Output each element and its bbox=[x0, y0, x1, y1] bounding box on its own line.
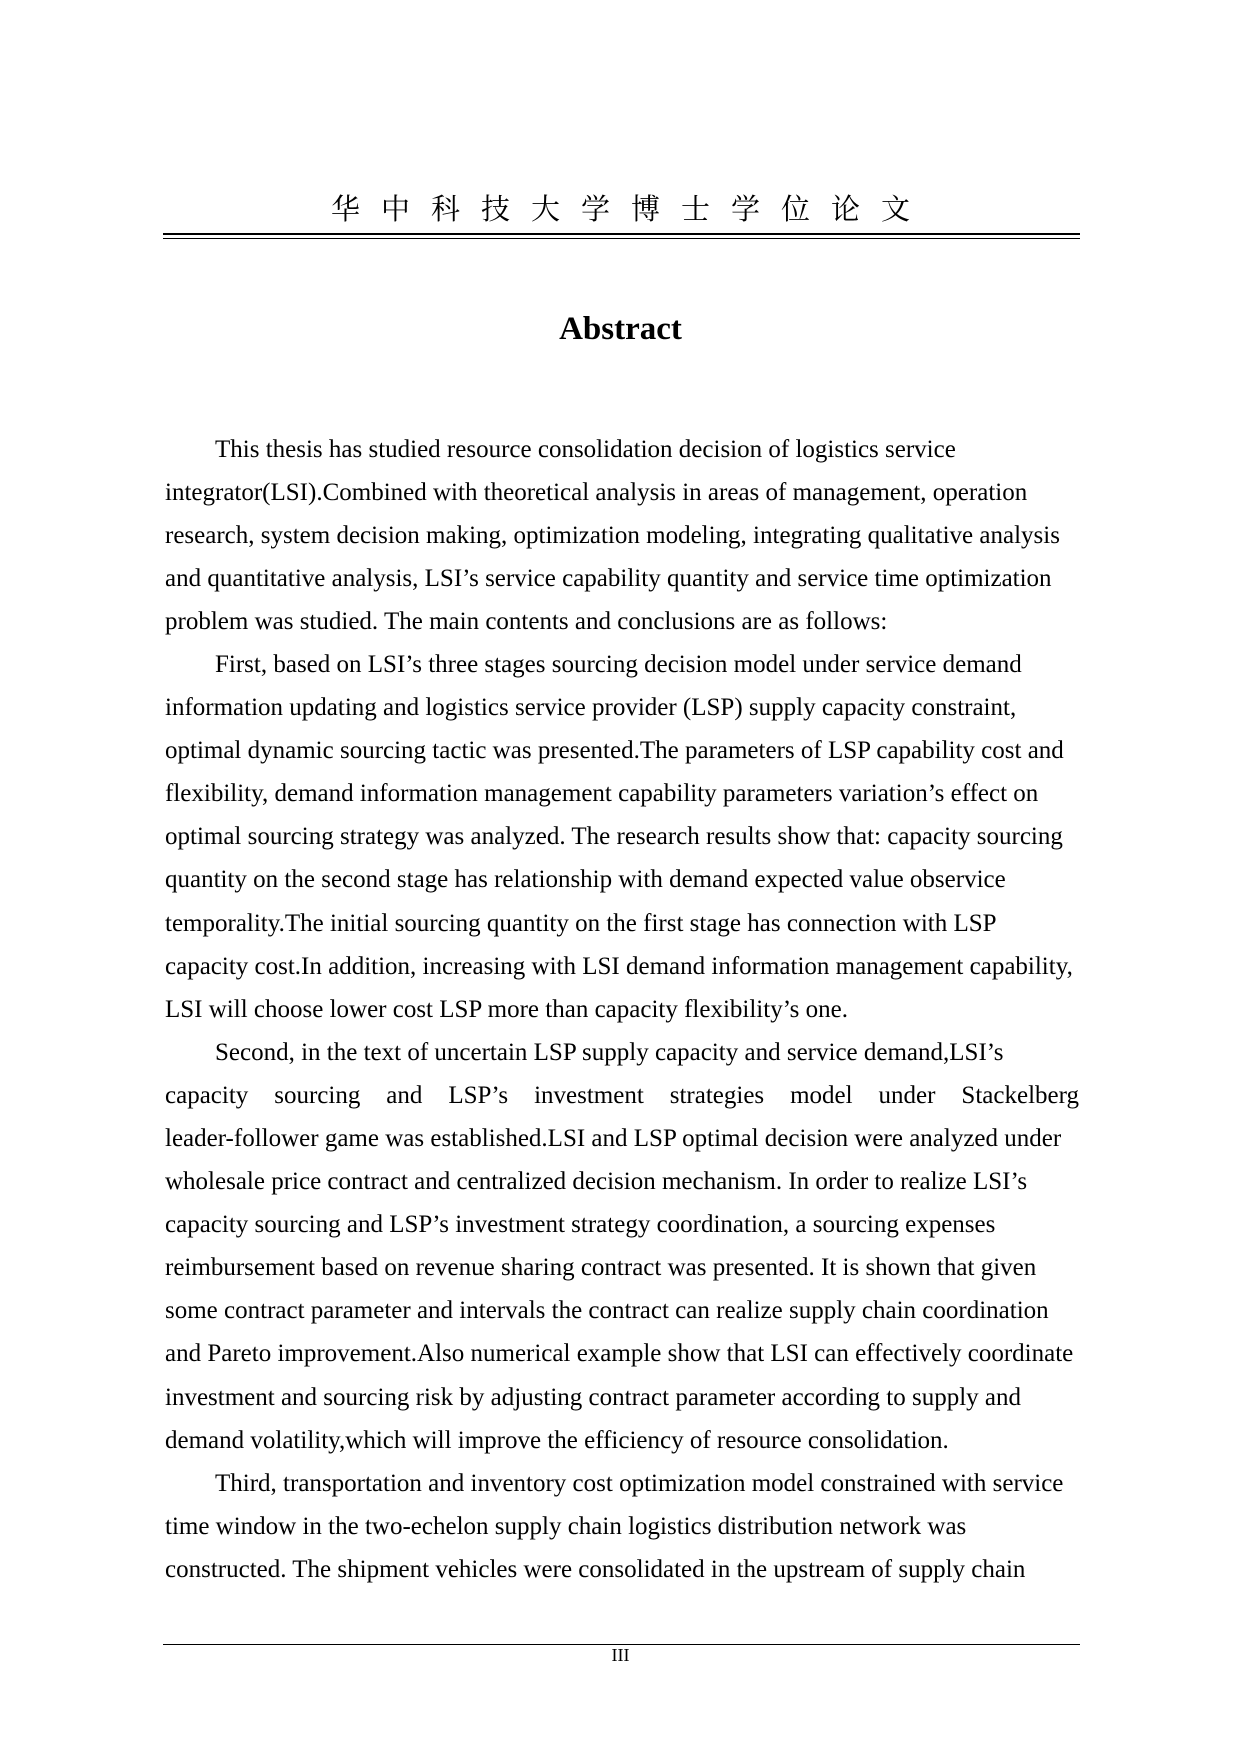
abstract-paragraph-1 bbox=[165, 428, 1079, 643]
text-line: quantity on the second stage has relationship with demand expected value observice bbox=[165, 866, 1006, 894]
abstract-paragraph-3 bbox=[165, 1031, 1079, 1462]
text-line: This thesis has studied resource consolidation decision of logistics service bbox=[215, 435, 956, 463]
text-line: information updating and logistics service provider (LSP) supply capacity constraint, bbox=[165, 694, 1017, 722]
abstract-body bbox=[165, 428, 1079, 1592]
abstract-paragraph-4 bbox=[165, 1462, 1079, 1591]
text-line: temporality.The initial sourcing quantity on the first stage has connection with LSP bbox=[165, 909, 997, 937]
text-line: wholesale price contract and centralized decision mechanism. In order to realize LSI’s bbox=[165, 1168, 1028, 1196]
text-line: First, based on LSI’s three stages sourcing decision model under service demand bbox=[215, 650, 1022, 678]
text-line: constructed. The shipment vehicles were consolidated in the upstream of supply chain bbox=[165, 1555, 1026, 1583]
text-line: optimal sourcing strategy was analyzed. The research results show that: capacity sourcing bbox=[165, 823, 1063, 851]
text-line: Third, transportation and inventory cost optimization model constrained with service bbox=[215, 1469, 1064, 1497]
header-double-rule bbox=[163, 233, 1080, 239]
running-header-title: 华中科技大学博士学位论文 bbox=[330, 194, 931, 226]
abstract-heading: Abstract bbox=[559, 311, 682, 347]
text-line: time window in the two-echelon supply chain logistics distribution network was bbox=[165, 1512, 967, 1540]
text-line: investment and sourcing risk by adjusting contract parameter according to supply and bbox=[165, 1383, 1022, 1411]
text-line: optimal dynamic sourcing tactic was presented.The parameters of LSP capability cost and bbox=[165, 737, 1064, 765]
text-line: LSI will choose lower cost LSP more than capacity flexibility’s one. bbox=[165, 995, 848, 1023]
text-line: reimbursement based on revenue sharing contract was presented. It is shown that given bbox=[165, 1254, 1037, 1282]
text-line: capacity sourcing and LSP’s investment strategies model under Stackelberg bbox=[165, 1081, 1079, 1109]
text-line: research, system decision making, optimization modeling, integrating qualitative analysis bbox=[165, 521, 1060, 549]
text-line: leader-follower game was established.LSI and LSP optimal decision were analyzed under bbox=[165, 1125, 1062, 1152]
text-line: problem was studied. The main contents and conclusions are as follows: bbox=[165, 607, 888, 635]
text-line: Second, in the text of uncertain LSP supply capacity and service demand,LSI’s bbox=[215, 1038, 1004, 1066]
text-line: some contract parameter and intervals the contract can realize supply chain coordination bbox=[165, 1297, 1049, 1325]
text-line: integrator(LSI).Combined with theoretical analysis in areas of management, operation bbox=[165, 478, 1028, 506]
page-number: III bbox=[611, 1645, 630, 1665]
abstract-paragraph-2 bbox=[165, 643, 1079, 1031]
text-line: capacity cost.In addition, increasing with LSI demand information management capability, bbox=[165, 952, 1073, 980]
text-line: capacity sourcing and LSP’s investment strategy coordination, a sourcing expenses bbox=[165, 1211, 996, 1239]
text-line: demand volatility,which will improve the efficiency of resource consolidation. bbox=[165, 1426, 949, 1454]
text-line: flexibility, demand information management capability parameters variation’s effect on bbox=[165, 780, 1039, 808]
text-line: and quantitative analysis, LSI’s service capability quantity and service time optimization bbox=[165, 564, 1052, 592]
text-line: and Pareto improvement.Also numerical example show that LSI can effectively coordinate bbox=[165, 1340, 1074, 1368]
